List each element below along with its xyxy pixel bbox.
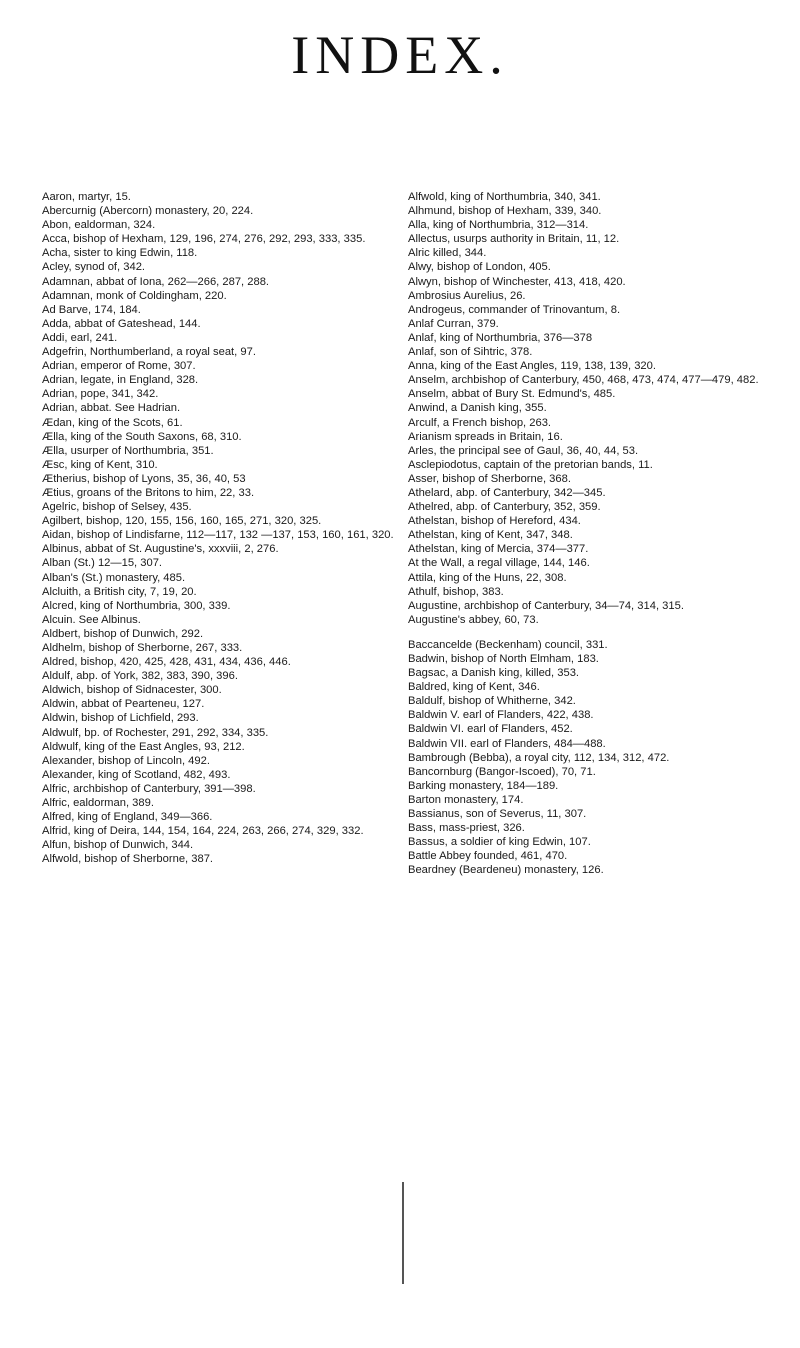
index-entry: Bambrough (Bebba), a royal city, 112, 134, 312, 472. xyxy=(408,751,670,764)
index-entry: Albinus, abbat of St. Augustine's, xxxviii, 2, 276. xyxy=(42,543,279,556)
index-entry: Acley, synod of, 342. xyxy=(42,261,146,274)
index-entry: Anwind, a Danish king, 355. xyxy=(408,402,547,415)
index-entry: Barton monastery, 174. xyxy=(408,793,524,806)
index-entry: Ad Barve, 174, 184. xyxy=(42,303,141,316)
index-entry: Aaron, martyr, 15. xyxy=(42,191,131,203)
index-entry: Aldwulf, king of the East Angles, 93, 212. xyxy=(42,740,245,753)
index-entry: Androgeus, commander of Trinovantum, 8. xyxy=(408,303,621,316)
index-entry: Alexander, king of Scotland, 482, 493. xyxy=(42,768,231,781)
index-entry: Alban's (St.) monastery, 485. xyxy=(42,571,186,584)
index-section-b xyxy=(408,639,768,878)
index-entry: Aldhelm, bishop of Sherborne, 267, 333. xyxy=(42,642,243,654)
index-entry: Alcred, king of Northumbria, 300, 339. xyxy=(42,599,231,612)
index-entry: Bancornburg (Bangor-Iscoed), 70, 71. xyxy=(408,765,596,778)
index-entry: Adrian, pope, 341, 342. xyxy=(42,388,159,401)
index-entry: Battle Abbey founded, 461, 470. xyxy=(408,850,568,863)
index-entry: Alexander, bishop of Lincoln, 492. xyxy=(42,754,210,767)
index-entry: Agilbert, bishop, 120, 155, 156, 160, 165, 271, 320, 325. xyxy=(42,515,322,528)
index-entry: Anselm, archbishop of Canterbury, 450, 468, 473, 474, 477—479, 482. xyxy=(408,374,759,387)
index-entry: Athulf, bishop, 383. xyxy=(408,585,504,598)
index-entry: Bagsac, a Danish king, killed, 353. xyxy=(408,667,580,680)
index-entry: Baccancelde (Beckenham) council, 331. xyxy=(408,638,608,651)
index-entry: Badwin, bishop of North Elmham, 183. xyxy=(408,653,599,665)
index-section-a xyxy=(408,191,768,627)
index-entry: Ambrosius Aurelius, 26. xyxy=(408,289,526,302)
index-entry: Baldulf, bishop of Whitherne, 342. xyxy=(408,695,576,708)
index-entry: Ætherius, bishop of Lyons, 35, 36, 40, 53 xyxy=(42,472,246,485)
index-entry: Alfwold, king of Northumbria, 340, 341. xyxy=(408,191,601,203)
index-entry: Ælla, king of the South Saxons, 68, 310. xyxy=(42,430,242,443)
page-title: INDEX. xyxy=(291,25,509,85)
index-entry: Baldwin VI. earl of Flanders, 452. xyxy=(408,723,573,736)
index-entry: Athelstan, bishop of Hereford, 434. xyxy=(408,515,581,528)
index-entry: Bassianus, son of Severus, 11, 307. xyxy=(408,808,587,821)
index-entry: Bassus, a soldier of king Edwin, 107. xyxy=(408,836,591,849)
index-entry: Adrian, legate, in England, 328. xyxy=(42,374,199,387)
index-entry: Aldred, bishop, 420, 425, 428, 431, 434, 436, 446. xyxy=(42,656,291,669)
index-column-left xyxy=(42,191,400,868)
index-entry: Alfwold, bishop of Sherborne, 387. xyxy=(42,853,214,866)
index-entry: Asclepiodotus, captain of the pretorian bands, 11. xyxy=(408,458,653,471)
index-entry: Athelred, abp. of Canterbury, 352, 359. xyxy=(408,501,601,514)
index-entry: Ætius, groans of the Britons to him, 22, 33. xyxy=(42,486,255,499)
index-entry: Alhmund, bishop of Hexham, 339, 340. xyxy=(408,205,602,218)
index-entry: Anlaf, son of Sihtric, 378. xyxy=(408,346,533,359)
index-entry: Asser, bishop of Sherborne, 368. xyxy=(408,472,571,485)
index-entry: Agelric, bishop of Selsey, 435. xyxy=(42,501,192,514)
index-entry: Alwyn, bishop of Winchester, 413, 418, 420. xyxy=(408,275,626,288)
index-entry: Æsc, king of Kent, 310. xyxy=(42,458,158,471)
index-entry: Alcluith, a British city, 7, 19, 20. xyxy=(42,585,197,598)
index-entry: Athelstan, king of Mercia, 374—377. xyxy=(408,543,589,556)
index-entry: Anna, king of the East Angles, 119, 138, 139, 320. xyxy=(408,360,656,373)
index-entry: Alric killed, 344. xyxy=(408,247,487,260)
index-entry: Barking monastery, 184—189. xyxy=(408,779,559,792)
index-entry: Abon, ealdorman, 324. xyxy=(42,219,156,232)
index-entry: Athelard, abp. of Canterbury, 342—345. xyxy=(408,486,606,499)
index-entry: Adrian, emperor of Rome, 307. xyxy=(42,360,196,373)
index-entry: Augustine's abbey, 60, 73. xyxy=(408,613,539,626)
index-entry: Bass, mass-priest, 326. xyxy=(408,822,525,835)
index-entry: Alfred, king of England, 349—366. xyxy=(42,811,213,824)
index-entry: Beardney (Beardeneu) monastery, 126. xyxy=(408,864,604,877)
index-entry: Alban (St.) 12—15, 307. xyxy=(42,557,163,570)
index-entry: Alfric, archbishop of Canterbury, 391—398. xyxy=(42,782,256,795)
index-entry: Alfrid, king of Deira, 144, 154, 164, 224, 263, 266, 274, 329, 332. xyxy=(42,825,364,838)
index-entry: Acha, sister to king Edwin, 118. xyxy=(42,247,198,260)
index-entry: Arculf, a French bishop, 263. xyxy=(408,416,552,429)
index-entry: Adda, abbat of Gateshead, 144. xyxy=(42,317,201,330)
index-entry: Baldwin VII. earl of Flanders, 484—488. xyxy=(408,737,606,750)
index-entry: Addi, earl, 241. xyxy=(42,331,118,344)
index-entry: Adrian, abbat. See Hadrian. xyxy=(42,402,181,415)
index-entry: Anselm, abbat of Bury St. Edmund's, 485. xyxy=(408,388,616,401)
index-entry: Aldwin, bishop of Lichfield, 293. xyxy=(42,712,199,725)
index-entry: Aldulf, abp. of York, 382, 383, 390, 396. xyxy=(42,670,238,683)
section-gap xyxy=(408,628,768,639)
index-entry: Aidan, bishop of Lindisfarne, 112—117, 132 —137, 153, 160, 161, 320. xyxy=(42,529,394,542)
index-entry: Aldwulf, bp. of Rochester, 291, 292, 334, 335. xyxy=(42,726,269,739)
index-entry: Arianism spreads in Britain, 16. xyxy=(408,430,563,443)
index-entry: Aldbert, bishop of Dunwich, 292. xyxy=(42,627,204,640)
index-entry: Abercurnig (Abercorn) monastery, 20, 224. xyxy=(42,205,254,218)
index-entry: Alfric, ealdorman, 389. xyxy=(42,797,154,810)
index-entry: Alla, king of Northumbria, 312—314. xyxy=(408,219,589,232)
index-entry: Anlaf, king of Northumbria, 376—378 xyxy=(408,331,593,344)
index-entry: Attila, king of the Huns, 22, 308. xyxy=(408,571,567,584)
index-column-right xyxy=(408,191,768,879)
index-entry: Alfun, bishop of Dunwich, 344. xyxy=(42,839,194,852)
index-entry: Alwy, bishop of London, 405. xyxy=(408,261,551,274)
index-entry: Anlaf Curran, 379. xyxy=(408,317,499,330)
index-entry: Adamnan, monk of Coldingham, 220. xyxy=(42,289,227,302)
index-entry: Arles, the principal see of Gaul, 36, 40, 44, 53. xyxy=(408,444,639,457)
index-entry: Aldwin, abbat of Pearteneu, 127. xyxy=(42,698,205,711)
index-entry: Aldwich, bishop of Sidnacester, 300. xyxy=(42,684,222,697)
index-entry: Baldwin V. earl of Flanders, 422, 438. xyxy=(408,709,594,722)
index-entry: Acca, bishop of Hexham, 129, 196, 274, 276, 292, 293, 333, 335. xyxy=(42,233,366,246)
index-entry: Ælla, usurper of Northumbria, 351. xyxy=(42,444,214,457)
index-entry: Adgefrin, Northumberland, a royal seat, 97. xyxy=(42,346,256,359)
index-entry: Allectus, usurps authority in Britain, 11, 12. xyxy=(408,233,620,246)
index-entry: Athelstan, king of Kent, 347, 348. xyxy=(408,529,573,542)
index-entry: Ædan, king of the Scots, 61. xyxy=(42,416,183,429)
index-entry: Augustine, archbishop of Canterbury, 34—74, 314, 315. xyxy=(408,599,684,612)
index-entry: At the Wall, a regal village, 144, 146. xyxy=(408,557,590,570)
index-entry: Adamnan, abbat of Iona, 262—266, 287, 288. xyxy=(42,275,270,288)
margin-bar xyxy=(402,1182,404,1284)
index-entry: Alcuin. See Albinus. xyxy=(42,613,141,626)
index-entry: Baldred, king of Kent, 346. xyxy=(408,681,540,694)
